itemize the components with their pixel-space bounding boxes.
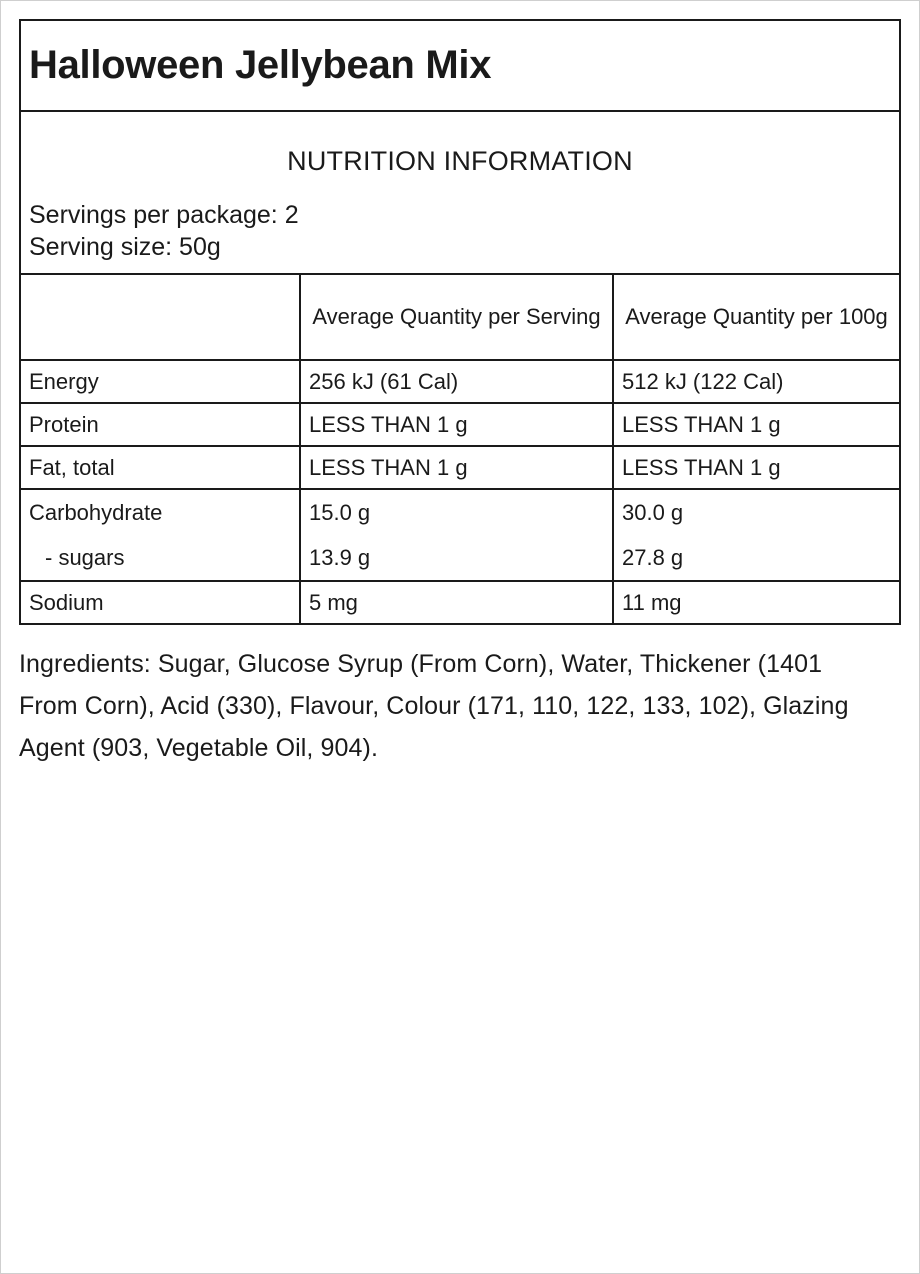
table-row-protein bbox=[21, 403, 899, 446]
column-header-nutrient bbox=[21, 274, 300, 360]
value-per-100g: 11 mg bbox=[613, 581, 899, 623]
value-per-serving: 15.0 g bbox=[309, 500, 371, 525]
column-header-per-serving: Average Quantity per Serving bbox=[300, 274, 613, 360]
value-per-serving: 5 mg bbox=[300, 581, 613, 623]
nutrient-label: Carbohydrate bbox=[29, 500, 163, 525]
column-header-per-100g: Average Quantity per 100g bbox=[613, 274, 899, 360]
table-row-carbohydrate bbox=[21, 489, 899, 581]
value-per-serving: LESS THAN 1 g bbox=[300, 403, 613, 446]
servings-per-package: Servings per package: 2 bbox=[29, 201, 299, 229]
sugars-per-serving: 13.9 g bbox=[309, 545, 371, 570]
nutrient-label: Protein bbox=[21, 403, 300, 446]
sub-nutrient-label: - sugars bbox=[45, 545, 125, 570]
nutrition-panel bbox=[19, 19, 901, 625]
table-row-energy bbox=[21, 360, 899, 403]
value-per-100g: 512 kJ (122 Cal) bbox=[613, 360, 899, 403]
value-per-serving: 256 kJ (61 Cal) bbox=[300, 360, 613, 403]
value-per-100g: 30.0 g bbox=[622, 500, 684, 525]
product-title: Halloween Jellybean Mix bbox=[21, 21, 899, 112]
nutrient-label: Fat, total bbox=[21, 446, 300, 489]
table-row-fat bbox=[21, 446, 899, 489]
nutrient-label: Energy bbox=[21, 360, 300, 403]
value-per-serving: LESS THAN 1 g bbox=[300, 446, 613, 489]
table-header-row bbox=[21, 274, 899, 360]
nutrition-header bbox=[21, 112, 899, 273]
nutrition-heading: NUTRITION INFORMATION bbox=[287, 146, 633, 176]
value-per-100g: LESS THAN 1 g bbox=[613, 403, 899, 446]
value-per-100g: LESS THAN 1 g bbox=[613, 446, 899, 489]
nutrient-label: Sodium bbox=[21, 581, 300, 623]
sugars-per-100g: 27.8 g bbox=[622, 545, 684, 570]
table-row-sodium bbox=[21, 581, 899, 623]
serving-size: Serving size: 50g bbox=[29, 233, 221, 261]
nutrition-table bbox=[21, 273, 899, 623]
ingredients-text: Ingredients: Sugar, Glucose Syrup (From Corn), Water, Thickener (1401 From Corn), Acid (330), Flavour, Colour (171, 110, 122, 133, 102), Glazing Agent (903, Vegetable Oil, 904). bbox=[19, 650, 849, 762]
